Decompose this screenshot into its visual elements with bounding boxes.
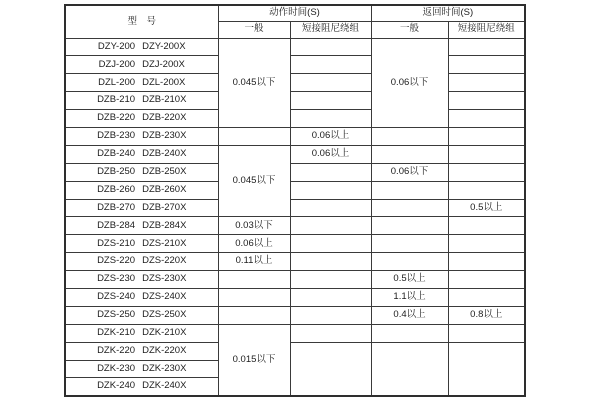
action-general-header: 一般 [218,21,290,38]
return-general-cell [371,199,448,217]
model-x-variant: DZB-284X [142,219,187,231]
model-cell [65,145,218,163]
model-cell [65,38,218,56]
return-damping-cell [448,271,525,289]
model-base: DZS-250 [97,309,136,321]
action-damping-cell [290,217,371,235]
table-row [65,253,525,271]
model-cell [65,235,218,253]
table-row [65,271,525,289]
model-base: DZB-284 [97,219,136,231]
action-damping-cell: 0.06以上 [290,145,371,163]
action-damping-header: 短接阻尼绕组 [290,21,371,38]
table-row [65,324,525,342]
action-general-cell [218,306,290,324]
table-row [65,342,525,360]
model-cell [65,163,218,181]
model-base: DZS-240 [97,291,136,303]
model-x-variant: DZS-230X [142,273,187,285]
return-damping-cell [448,92,525,110]
return-damping-cell [448,342,525,396]
table-row [65,288,525,306]
action-damping-cell [290,342,371,396]
model-base: DZY-200 [97,40,136,52]
return-time-group-header: 返回时间(S) [371,5,525,21]
return-damping-cell [448,110,525,128]
return-damping-cell [448,74,525,92]
model-x-variant: DZK-210X [142,326,187,338]
model-cell [65,110,218,128]
return-general-cell [371,235,448,253]
action-damping-cell [290,163,371,181]
return-general-cell [371,127,448,145]
table-row [65,127,525,145]
return-damping-cell [448,253,525,271]
model-cell [65,181,218,199]
action-damping-cell [290,271,371,289]
return-damping-cell [448,56,525,74]
return-damping-cell [448,217,525,235]
model-cell [65,74,218,92]
action-damping-cell [290,74,371,92]
action-damping-cell [290,199,371,217]
model-base: DZK-230 [97,362,136,374]
model-cell [65,56,218,74]
return-damping-header: 短接阻尼绕组 [448,21,525,38]
model-x-variant: DZL-200X [142,76,186,88]
model-base: DZB-250 [97,165,136,177]
model-x-variant: DZB-250X [142,165,187,177]
model-x-variant: DZJ-200X [142,58,185,70]
model-cell [65,199,218,217]
return-general-cell: 0.06以下 [371,38,448,127]
model-base: DZK-220 [97,344,136,356]
action-damping-cell [290,253,371,271]
return-general-cell [371,342,448,396]
table-row [65,110,525,128]
model-cell [65,92,218,110]
return-general-cell [371,217,448,235]
return-damping-cell [448,235,525,253]
model-column-header: 型 号 [65,5,218,38]
model-x-variant: DZS-240X [142,291,187,303]
model-cell [65,217,218,235]
action-general-cell: 0.03以下 [218,217,290,235]
table-row [65,56,525,74]
model-x-variant: DZB-270X [142,201,187,213]
model-cell [65,306,218,324]
model-cell [65,271,218,289]
action-general-cell: 0.045以下 [218,145,290,217]
action-general-cell: 0.06以上 [218,235,290,253]
table-row [65,217,525,235]
table-row [65,145,525,163]
table-row [65,92,525,110]
model-base: DZJ-200 [98,58,136,70]
action-damping-cell [290,110,371,128]
action-general-cell: 0.015以下 [218,324,290,396]
table-row [65,199,525,217]
model-base: DZS-230 [97,273,136,285]
action-general-cell [218,288,290,306]
return-damping-cell [448,288,525,306]
action-damping-cell [290,306,371,324]
return-damping-cell [448,324,525,342]
return-damping-cell [448,181,525,199]
model-x-variant: DZK-230X [142,362,187,374]
return-general-cell: 0.5以上 [371,271,448,289]
action-general-cell [218,271,290,289]
model-base: DZB-270 [97,201,136,213]
model-x-variant: DZS-210X [142,237,187,249]
table-row [65,235,525,253]
return-damping-cell: 0.8以上 [448,306,525,324]
table-row [65,38,525,56]
return-damping-cell [448,127,525,145]
return-general-cell: 0.06以下 [371,163,448,181]
model-base: DZL-200 [98,76,136,88]
model-base: DZB-220 [97,112,136,124]
action-general-cell [218,127,290,145]
model-base: DZS-220 [97,255,136,267]
model-cell [65,288,218,306]
return-general-cell [371,253,448,271]
model-cell [65,127,218,145]
model-base: DZK-210 [97,326,136,338]
return-damping-cell [448,145,525,163]
return-damping-cell: 0.5以上 [448,199,525,217]
model-cell [65,360,218,378]
model-cell [65,378,218,396]
table-row [65,163,525,181]
action-general-cell: 0.045以下 [218,38,290,127]
model-base: DZK-240 [97,380,136,392]
model-x-variant: DZY-200X [142,40,186,52]
action-damping-cell [290,324,371,342]
action-damping-cell [290,92,371,110]
action-damping-cell [290,38,371,56]
action-general-cell: 0.11以上 [218,253,290,271]
table-row [65,181,525,199]
model-base: DZB-210 [97,94,136,106]
return-general-cell [371,181,448,199]
table-row [65,74,525,92]
model-cell [65,324,218,342]
model-base: DZB-260 [97,183,136,195]
return-general-cell [371,324,448,342]
model-base: DZB-230 [97,130,136,142]
return-general-cell: 1.1以上 [371,288,448,306]
model-cell [65,253,218,271]
action-damping-cell [290,288,371,306]
return-general-header: 一般 [371,21,448,38]
model-x-variant: DZK-240X [142,380,187,392]
action-damping-cell [290,235,371,253]
model-x-variant: DZB-230X [142,130,187,142]
model-x-variant: DZB-220X [142,112,187,124]
model-x-variant: DZB-210X [142,94,187,106]
return-damping-cell [448,38,525,56]
action-damping-cell [290,56,371,74]
model-base: DZS-210 [97,237,136,249]
action-time-group-header: 动作时间(S) [218,5,371,21]
model-x-variant: DZB-260X [142,183,187,195]
model-x-variant: DZK-220X [142,344,187,356]
model-base: DZB-240 [97,148,136,160]
action-damping-cell: 0.06以上 [290,127,371,145]
table-row [65,306,525,324]
model-x-variant: DZB-240X [142,148,187,160]
return-general-cell: 0.4以上 [371,306,448,324]
return-general-cell [371,145,448,163]
model-x-variant: DZS-250X [142,309,187,321]
action-damping-cell [290,181,371,199]
model-x-variant: DZS-220X [142,255,187,267]
model-cell [65,342,218,360]
relay-timing-spec-table [64,4,526,397]
return-damping-cell [448,163,525,181]
